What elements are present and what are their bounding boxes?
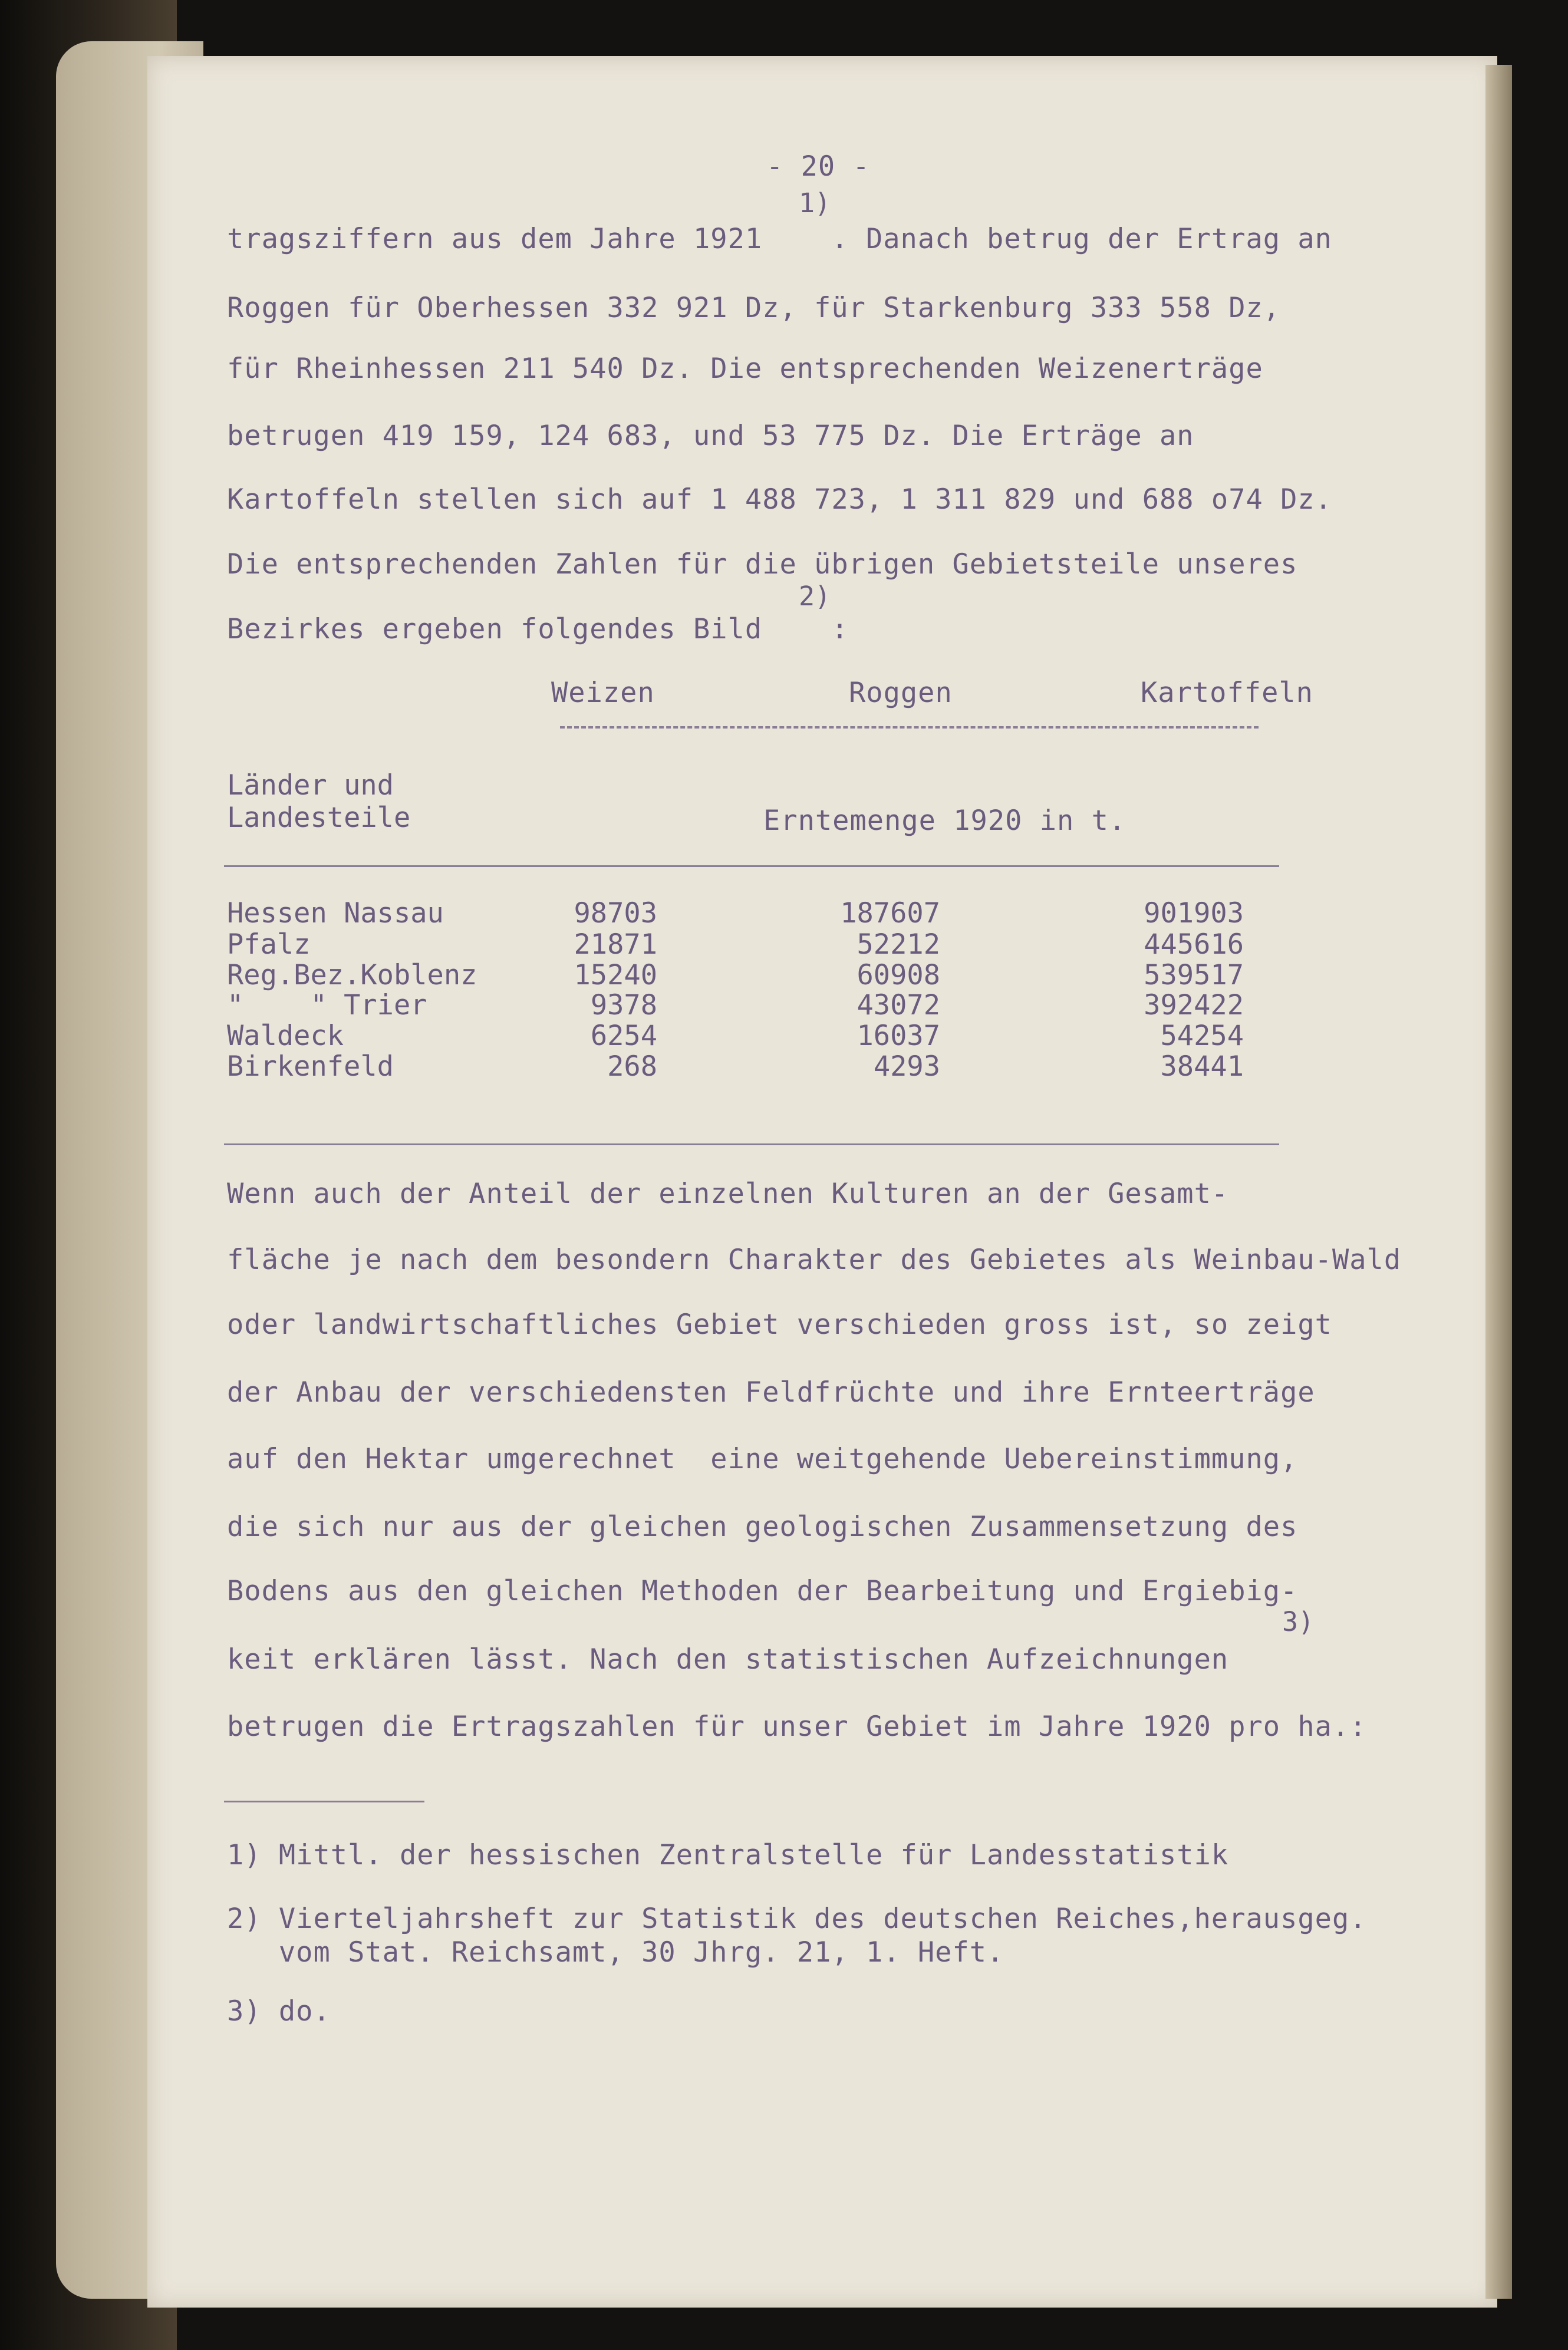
paragraph1-line-3: für Rheinhessen 211 540 Dz. Die entsprechenden Weizenerträge [227,352,1263,385]
footnote-ref-3: 3) [1282,1606,1315,1637]
footnote-2-line-1: 2) Vierteljahrsheft zur Statistik des deutschen Reiches,herausgeg. [227,1903,1367,1935]
cell-weizen: 21871 [574,928,657,961]
page-stack-edge [1485,65,1512,2299]
cell-weizen: 268 [607,1050,657,1083]
table-bottom-rule [224,1143,1279,1145]
paragraph1-line-7: Bezirkes ergeben folgendes Bild : [227,613,849,645]
cell-kartoffeln: 38441 [1160,1050,1244,1083]
page-number: - 20 - [766,150,870,183]
paragraph2-line-9: betrugen die Ertragszahlen für unser Gebiet im Jahre 1920 pro ha.: [227,1710,1367,1743]
paragraph2-line-3: oder landwirtschaftliches Gebiet verschieden gross ist, so zeigt [227,1309,1332,1341]
paragraph1-line-1: tragsziffern aus dem Jahre 1921 . Danach betrug der Ertrag an [227,223,1332,255]
footnote-ref-2: 2) [799,581,831,612]
paragraph2-line-2: fläche je nach dem besondern Charakter des Gebietes als Weinbau-Wald [227,1244,1402,1276]
footnote-3: 3) do. [227,1995,331,2028]
cell-kartoffeln: 54254 [1160,1020,1244,1052]
cell-kartoffeln: 445616 [1144,928,1244,961]
cell-weizen: 98703 [574,897,657,930]
paragraph2-line-1: Wenn auch der Anteil der einzelnen Kulturen an der Gesamt- [227,1178,1229,1210]
paragraph2-line-4: der Anbau der verschiedensten Feldfrüchte und ihre Ernteerträge [227,1376,1315,1409]
cell-roggen: 43072 [857,989,940,1021]
col-header-roggen: Roggen [849,677,953,709]
row-label: Waldeck [227,1020,344,1052]
table-top-rule [224,865,1279,867]
paragraph1-line-5: Kartoffeln stellen sich auf 1 488 723, 1 311 829 und 688 o74 Dz. [227,483,1332,516]
paragraph2-line-5: auf den Hektar umgerechnet eine weitgehende Uebereinstimmung, [227,1443,1298,1475]
col-header-kartoffeln: Kartoffeln [1141,677,1313,709]
paragraph1-line-6: Die entsprechenden Zahlen für die übrigen Gebietsteile unseres [227,548,1298,581]
cell-weizen: 9378 [590,989,657,1021]
paragraph1-line-4: betrugen 419 159, 124 683, und 53 775 Dz. Die Erträge an [227,420,1194,452]
cell-kartoffeln: 392422 [1144,989,1244,1021]
paragraph2-line-6: die sich nur aus der gleichen geologischen Zusammensetzung des [227,1511,1298,1543]
footnote-2-line-2: vom Stat. Reichsamt, 30 Jhrg. 21, 1. Heft. [227,1936,1004,1969]
footnote-separator [224,1801,424,1802]
row-label: Birkenfeld [227,1050,394,1083]
row-label: Hessen Nassau [227,897,444,930]
cell-weizen: 15240 [574,959,657,991]
cell-roggen: 52212 [857,928,940,961]
paragraph2-line-7: Bodens aus den gleichen Methoden der Bearbeitung und Ergiebig- [227,1575,1298,1607]
table-subtitle: Erntemenge 1920 in t. [763,805,1126,837]
cell-roggen: 187607 [840,897,940,930]
cell-roggen: 60908 [857,959,940,991]
paragraph2-line-8: keit erklären lässt. Nach den statistischen Aufzeichnungen [227,1643,1229,1676]
footnote-1: 1) Mittl. der hessischen Zentralstelle für Landesstatistik [227,1839,1229,1871]
row-header-line-2: Landesteile [227,802,411,834]
cell-weizen: 6254 [590,1020,657,1052]
cell-roggen: 16037 [857,1020,940,1052]
row-label: Reg.Bez.Koblenz [227,959,477,991]
header-dashed-rule [560,726,1259,729]
cell-kartoffeln: 901903 [1144,897,1244,930]
footnote-ref-1: 1) [799,187,831,219]
paragraph1-line-2: Roggen für Oberhessen 332 921 Dz, für Starkenburg 333 558 Dz, [227,292,1281,324]
row-header-line-1: Länder und [227,769,394,802]
row-label: " " Trier [227,989,427,1021]
cell-roggen: 4293 [873,1050,940,1083]
cell-kartoffeln: 539517 [1144,959,1244,991]
row-label: Pfalz [227,928,311,961]
col-header-weizen: Weizen [551,677,655,709]
